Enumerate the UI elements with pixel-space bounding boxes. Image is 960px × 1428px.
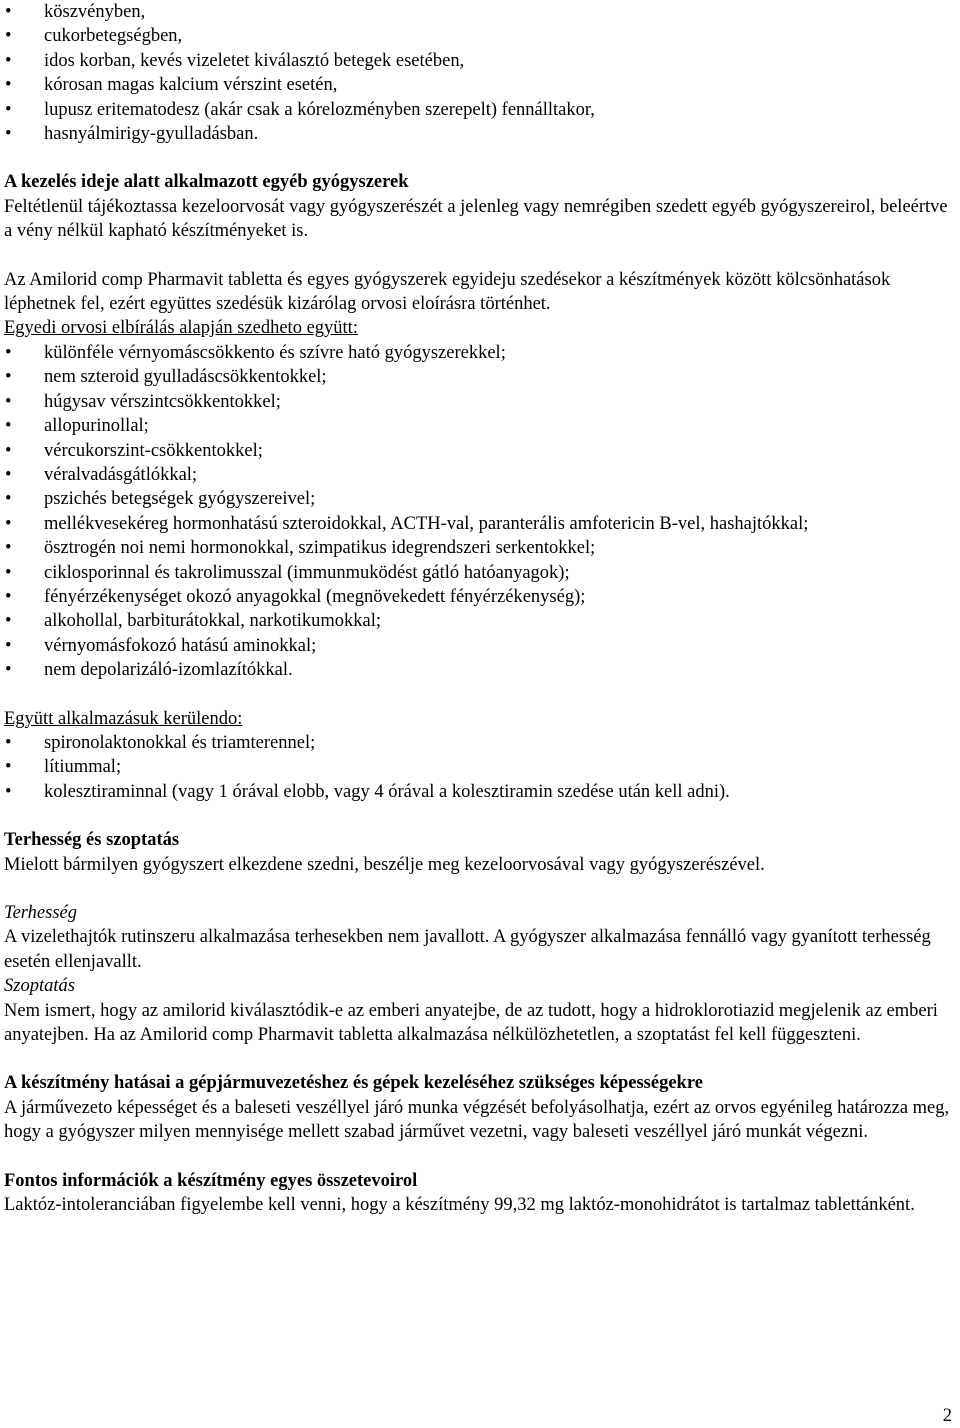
bullet-icon: • (5, 416, 12, 437)
list-item: • nem szteroid gyulladáscsökkentokkel; (4, 365, 950, 389)
list-item: • ösztrogén noi nemi hormonokkal, szimpatikus idegrendszeri serkentokkel; (4, 536, 950, 560)
list-item: • spironolaktonokkal és triamterennel; (4, 731, 950, 755)
page-number: 2 (942, 1406, 952, 1426)
list-item: • kolesztiraminnal (vagy 1 órával elobb, vagy 4 órával a kolesztiramin szedése után kell adni). (4, 780, 950, 804)
list-item: • nem depolarizáló-izomlazítókkal. (4, 658, 950, 682)
bullet-icon: • (5, 586, 12, 607)
bullet-icon: • (5, 99, 12, 120)
other-meds-heading: A kezelés ideje alatt alkalmazott egyéb gyógyszerek (4, 172, 409, 193)
list-item: • ciklosporinnal és takrolimusszal (immunmuködést gátló hatóanyagok); (4, 561, 950, 585)
pregnancy-subheading: Terhesség (4, 903, 77, 923)
bullet-icon: • (5, 26, 12, 47)
list-item: • vércukorszint-csökkentokkel; (4, 439, 950, 463)
bullet-icon: • (5, 75, 12, 96)
pregnancy-text: A vizelethajtók rutinszeru alkalmazása terhesekben nem javallott. A gyógyszer alkalmazása fennálló vagy gyanított terhesség esetén ellenjavallt. (4, 927, 931, 972)
spacer (4, 877, 950, 901)
spacer (4, 1145, 950, 1169)
bullet-icon: • (5, 342, 12, 363)
bullet-icon: • (5, 489, 12, 510)
bullet-icon: • (5, 2, 12, 22)
avoid-label: Együtt alkalmazásuk kerülendo: (4, 708, 243, 729)
interaction-paragraph: Az Amilorid comp Pharmavit tabletta és egyes gyógyszerek egyideju szedésekor a készítmények között kölcsönhatások léphetnek fel, ezért együttes szedésük kizárólag orvosi eloírásra történhet. (4, 269, 891, 315)
driving-heading: A készítmény hatásai a gépjármuvezetéshez és gépek kezeléséhez szükséges képességekre (4, 1073, 703, 1094)
bullet-icon: • (5, 562, 12, 583)
bullet-icon: • (5, 635, 12, 656)
individual-assessment-list (4, 341, 950, 683)
bullet-icon: • (5, 781, 12, 802)
list-item: • húgysav vérszintcsökkentokkel; (4, 390, 950, 414)
list-item: • pszichés betegségek gyógyszereivel; (4, 487, 950, 511)
spacer (4, 244, 950, 268)
spacer (4, 804, 950, 828)
bullet-icon: • (5, 513, 12, 534)
spacer (4, 1047, 950, 1071)
bullet-icon: • (5, 611, 12, 632)
bullet-icon: • (5, 660, 12, 681)
list-item: • idos korban, kevés vizeletet kiválasztó betegek esetében, (4, 49, 950, 73)
list-item: • hasnyálmirigy-gyulladásban. (4, 122, 950, 146)
avoid-list (4, 731, 950, 804)
list-item: • lupusz eritematodesz (akár csak a kórelozményben szerepelt) fennálltakor, (4, 98, 950, 122)
list-item: • köszvényben, (4, 0, 950, 24)
bullet-icon: • (5, 732, 12, 753)
bullet-icon: • (5, 124, 12, 145)
spacer (4, 146, 950, 170)
bullet-icon: • (5, 391, 12, 412)
list-item: • mellékvesekéreg hormonhatású szteroidokkal, ACTH-val, paranterális amfotericin B-vel, hashajtókkal; (4, 512, 950, 536)
conditions-list (4, 0, 950, 146)
driving-text: A járművezeto képességet és a baleseti veszéllyel járó munka végzését befolyásolhatja, ezért az orvos egyénileg határozza meg, hogy a gyógyszer milyen mennyisége mellett szabad járművet vezetni, vagy baleseti veszéllyel járó munkát végezni. (4, 1097, 950, 1143)
bullet-icon: • (5, 50, 12, 71)
bullet-icon: • (5, 464, 12, 485)
bullet-icon: • (5, 440, 12, 461)
list-item: • allopurinollal; (4, 414, 950, 438)
breastfeeding-subheading: Szoptatás (4, 976, 75, 997)
individual-assessment-label: Egyedi orvosi elbírálás alapján szedheto együtt: (4, 318, 358, 339)
list-item: • cukorbetegségben, (4, 24, 950, 48)
list-item: • véralvadásgátlókkal; (4, 463, 950, 487)
bullet-icon: • (5, 538, 12, 559)
other-meds-intro: Feltétlenül tájékoztassa kezeloorvosát vagy gyógyszerészét a jelenleg vagy nemrégiben szedett egyéb gyógyszereirol, beleértve a vény nélkül kapható készítményeket is. (4, 196, 948, 242)
list-item: • fényérzékenységet okozó anyagokkal (megnövekedett fényérzékenység); (4, 585, 950, 609)
pregnancy-heading: Terhesség és szoptatás (4, 830, 180, 851)
list-item: • vérnyomásfokozó hatású aminokkal; (4, 634, 950, 658)
bullet-icon: • (5, 367, 12, 388)
list-item: • kórosan magas kalcium vérszint esetén, (4, 73, 950, 97)
spacer (4, 683, 950, 707)
pregnancy-intro: Mielott bármilyen gyógyszert elkezdene szedni, beszélje meg kezeloorvosával vagy gyógyszerészével. (4, 854, 765, 875)
list-item: • lítiummal; (4, 755, 950, 779)
document-content (4, 0, 950, 1217)
bullet-icon: • (5, 757, 12, 778)
list-item: • alkohollal, barbiturátokkal, narkotikumokkal; (4, 609, 950, 633)
breastfeeding-text: Nem ismert, hogy az amilorid kiválasztódik-e az emberi anyatejbe, de az tudott, hogy a hidroklorotiazid megjelenik az emberi anyatejben. Ha az Amilorid comp Pharmavit tabletta alkalmazása nélkülözhetetlen, a szoptatást fel kell függeszteni. (4, 1000, 938, 1046)
list-item: • különféle vérnyomáscsökkento és szívre ható gyógyszerekkel; (4, 341, 950, 365)
ingredients-heading: Fontos információk a készítmény egyes összetevoirol (4, 1170, 418, 1191)
ingredients-text: Laktóz-intoleranciában figyelembe kell venni, hogy a készítmény 99,32 mg laktóz-monohidrátot is tartalmaz tablettánként. (4, 1195, 915, 1216)
